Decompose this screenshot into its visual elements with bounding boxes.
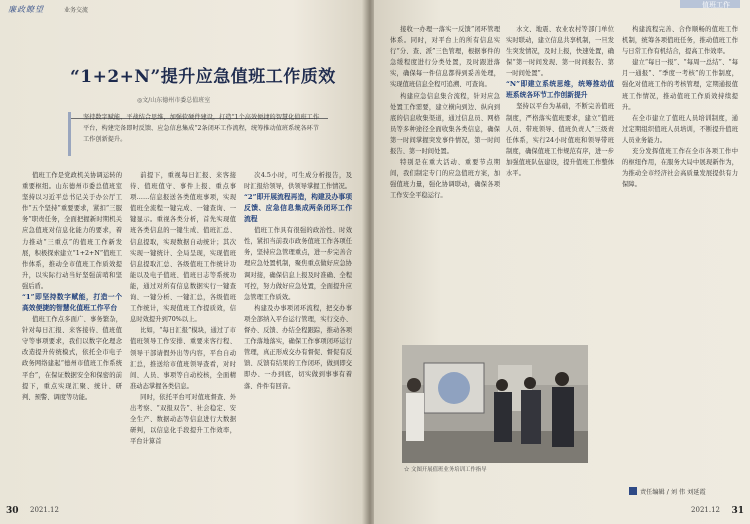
section-label: 业务交流 bbox=[64, 7, 89, 14]
right-page-number: 31 bbox=[731, 506, 744, 516]
paragraph: 水文、地震、农业农村等部门单位实时联动，建立信息共享机制，一旦发生突发情况，及时上报，快速处置，确保“第一时间发现、第一时间报告、第一时间处置”。 bbox=[506, 26, 614, 78]
photo-caption: ☆ 文图开展值班业务培训工作指导 bbox=[404, 467, 487, 473]
paragraph: 坚持以平台为基础，不断完善值班制度，严格落实值班要求，建立“值班人员、带班领导、值班负责人”三级责任体系，实行24小时值班和领导带班制度，确保值班工作规范有序，进一步加强值班队伍建设，提升值班工作整体水平。 bbox=[506, 103, 614, 178]
paragraph: 值班工作具有很强的政治性、时效性，紧扣当前我市政务值班工作各项任务，坚持应急管理重点，进一步完善合理应急处置机制，聚焦重点做好应急协调对接，确保信息上报及时准确、全程可控，努力做好应急处置，全面提升应急管理工作质效。 bbox=[244, 227, 352, 301]
paragraph: 同时，依托平台可对值班督查、外出考察、“双报双告”、社会稳定、安全生产、数据动态等信息进行大数据研判，以信息化手段提升工作效率，平台计算首 bbox=[130, 393, 236, 446]
section-heading-3: “N”即建立系统思维，统筹推动值班系统各环节工作创新提升 bbox=[506, 80, 614, 100]
right-column-3 bbox=[622, 24, 738, 482]
article-title: “1+2+N”提升应急值班工作质效 bbox=[70, 67, 336, 87]
left-column-3 bbox=[244, 170, 352, 488]
paragraph: 构建流程完善、合作顺畅的值班工作机制，统筹各项值班任务，推动值班工作与日常工作有机结合，提高工作效率。 bbox=[622, 26, 738, 56]
right-header-label: 值班工作 bbox=[702, 1, 730, 9]
paragraph: 构建应急信息集合流程，针对应急处置工作需要，建立横向到边、纵向到底的信息收集渠道，通过信息员、网格员等多种途径全面收集各类信息，确保第一时间掌握突发事件情况，第一时间报告、第一时间处置。 bbox=[390, 92, 500, 156]
left-page bbox=[0, 0, 366, 524]
paragraph: 值班工作点多面广、事务繁杂，针对每日汇报、来客接待、值班值守等事项要求，我们以数字化理念改造提升传统模式，依托全市电子政务网络建起“德州市值班工作系统平台”，在保证数据安全和保密的前提下，重点实现汇聚、统计、研判、预警、调度等功能。 bbox=[22, 316, 122, 401]
right-column-1 bbox=[390, 24, 500, 340]
responsible-editor: 责任编辑 / 刘 伟 刘延霞 bbox=[640, 489, 706, 496]
left-column-1 bbox=[22, 170, 122, 488]
paragraph: 在全市建立了值班人员培训制度，通过定期组织值班人员培训，不断提升值班人员业务能力。 bbox=[622, 114, 738, 144]
right-page-date: 2021.12 bbox=[691, 506, 720, 514]
paragraph: 特别是在重大活动、重要节点期间，我们制定专门的应急值班方案，加强值班力量，强化协调联动，确保各项工作安全平稳运行。 bbox=[390, 159, 500, 200]
article-abstract: 坚持数字赋能、平战结合思维，加强软硬件建设，打造“1个高效便捷的智慧化值班工作平台，构建完备即时反馈、应急信息集成“2条闭环工作流程，统筹推动值班系统各环节工作创新提升。 bbox=[68, 112, 321, 156]
section-heading-1: “1”即坚持数字赋能，打造一个高效便捷的智慧化值班工作平台 bbox=[22, 293, 122, 313]
article-photo bbox=[402, 345, 588, 463]
paragraph: 前提下，重视每日汇报、来客接待、值班值守、事件上报、重点事项……信息报送各类值班事项，实现值班全流程一键完成、一键查询、一键显示。重视各类分析，首先实现值班各类信息的一键生成、值班汇总、信息提取，实现数据自动统计；其次实现一键统计、全局呈现，实现值班信息提取汇总、各级值班工作统计功能以及电子值班、值班日志等系统功能，通过对所有信息数据实行一键查询、一键分析、一键汇总，各级值班工作统计，实现值班工作提质效，信息时效提升到70%以上。 bbox=[130, 172, 236, 324]
article-author: ◎文/山东德州市委总值班室 bbox=[137, 97, 211, 104]
magazine-logo: 廉政瞭望 bbox=[8, 5, 44, 14]
paragraph: 次4.5小时，可生成分析报告，及时汇报给领导，供领导掌握工作情况。 bbox=[244, 172, 352, 191]
paragraph: 充分发挥值班工作在全市各项工作中的枢纽作用，在服务大局中展现新作为，为推动全市经济社会高质量发展提供有力保障。 bbox=[622, 148, 738, 189]
left-page-number: 30 bbox=[6, 506, 19, 516]
paragraph: 建立“每日一报”、“每周一总结”、“每月一通报”、“季度一考核”的工作制度，强化对值班工作的考核管理，定期通报值班工作情况，推动值班工作质效持续提升。 bbox=[622, 59, 738, 111]
left-page-date: 2021.12 bbox=[30, 506, 59, 514]
right-column-2 bbox=[506, 24, 614, 340]
left-column-2 bbox=[130, 170, 236, 488]
section-heading-2: “2”即开展流程再造，构建及办事项反馈、应急信息集成两条闭环工作流程 bbox=[244, 193, 352, 224]
paragraph: 比如，“每日汇报”模块，通过了市值班领导工作安排、重要来客行程、领导干部请假外出等内容，平台自动汇总，推送给市值班领导查看，对时间、人员、事项等自动校核，全面精准动态掌握各类信息。 bbox=[130, 327, 236, 390]
editor-marker-icon bbox=[629, 487, 637, 495]
paragraph: 值班工作是党政机关协调运转的重要枢纽。山东德州市委总值班室坚持以习近平总书记关于办公厅工作“五个坚持”重要要求，紧扣“三服务”职责任务，全面把握新时期机关应急值班对信息化能力的要求，着力推动“三重点”的值班工作新发展，积极探索建立“1+2+N”值班工作体系，推动全市值班工作质效提升，以实际行动当好坚强前哨和坚强后盾。 bbox=[22, 172, 122, 290]
photo-illustration bbox=[402, 345, 588, 463]
paragraph: 构建及办事项闭环流程，把交办事项全部纳入平台运行管理，实行交办、督办、反馈、办结全程跟踪，推动各项工作落地落实，确保工作事项闭环运行管理，真正形成交办有督促、督促有反馈、反馈有结果的工作闭环，做到即交即办、一办到底，切实做到事事有着落、件件有回音。 bbox=[244, 304, 352, 390]
paragraph: 接收一办理一落实一反馈”闭环管理体系。同时，对平台上的所有信息实行“分、查、派”三色管理，根据事件的急缓程度进行分类处置，及时跟进落实，确保每一件信息都得到妥善处理，实现值班信息全程可追溯、可查询。 bbox=[390, 26, 500, 89]
